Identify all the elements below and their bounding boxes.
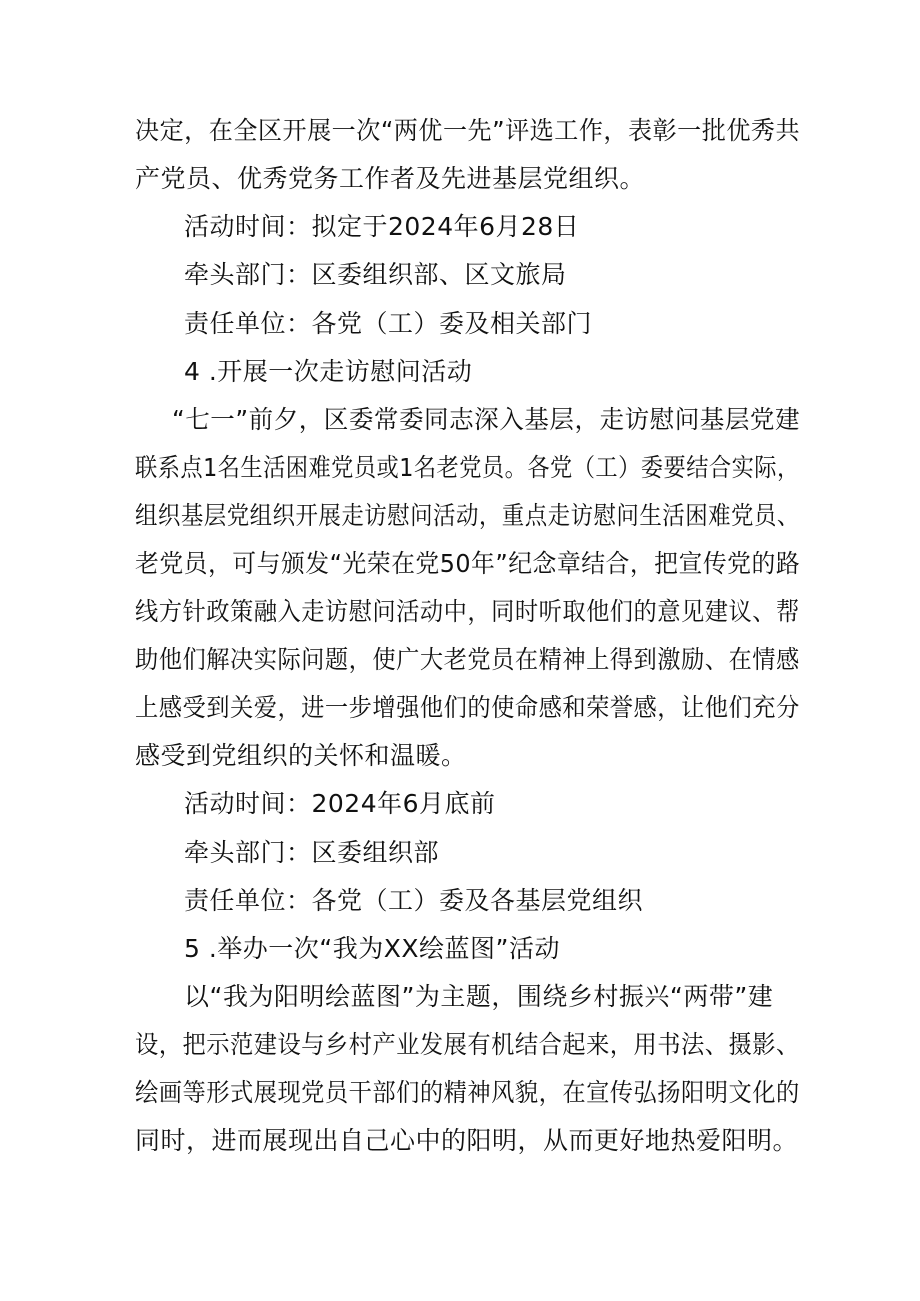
activity-time-label: 活动时间：拟定于2024年6月28日 — [184, 212, 580, 241]
paragraph-line: 以“我为阳明绘蓝图”为主题，围绕乡村振兴“两带”建 — [184, 982, 774, 1011]
lead-department-label: 牵头部门：区委组织部、区文旅局 — [184, 260, 567, 289]
paragraph-line: “七一”前夕，区委常委同志深入基层，走访慰问基层党建 — [172, 405, 801, 434]
responsible-unit-label: 责任单位：各党（工）委及各基层党组织 — [184, 886, 644, 915]
paragraph-line: 决定，在全区开展一次“两优一先”评选工作，表彰一批优秀共 — [135, 116, 801, 145]
paragraph-line: 线方针政策融入走访慰问活动中，同时听取他们的意见建议、帮 — [135, 597, 800, 626]
section-heading: 4 .开展一次走访慰问活动 — [184, 357, 473, 386]
lead-department-label: 牵头部门：区委组织部 — [184, 838, 440, 867]
paragraph-line: 产党员、优秀党务工作者及先进基层党组织。 — [135, 164, 646, 193]
paragraph-line: 绘画等形式展现党员干部们的精神风貌，在宣传弘扬阳明文化的 — [135, 1078, 800, 1107]
activity-time-label: 活动时间：2024年6月底前 — [184, 789, 496, 818]
responsible-unit-label: 责任单位：各党（工）委及相关部门 — [184, 309, 593, 338]
paragraph-line: 老党员，可与颁发“光荣在党50年”纪念章结合，把宣传党的路 — [135, 549, 801, 578]
paragraph-line: 同时，进而展现出自己心中的阳明，从而更好地热爱阳明。 — [135, 1126, 799, 1155]
paragraph-line: 联系点1名生活困难党员或1名老党员。各党（工）委要结合实际， — [135, 453, 800, 482]
paragraph-line: 设，把示范建设与乡村产业发展有机结合起来，用书法、摄影、 — [135, 1030, 800, 1059]
paragraph-line: 上感受到关爱，进一步增强他们的使命感和荣誉感，让他们充分 — [135, 693, 800, 722]
section-heading: 5 .举办一次“我为XX绘蓝图”活动 — [184, 934, 560, 963]
paragraph-line: 组织基层党组织开展走访慰问活动，重点走访慰问生活困难党员、 — [135, 501, 800, 530]
paragraph-line: 感受到党组织的关怀和温暖。 — [135, 741, 467, 770]
paragraph-line: 助他们解决实际问题，使广大老党员在精神上得到激励、在情感 — [135, 645, 800, 674]
